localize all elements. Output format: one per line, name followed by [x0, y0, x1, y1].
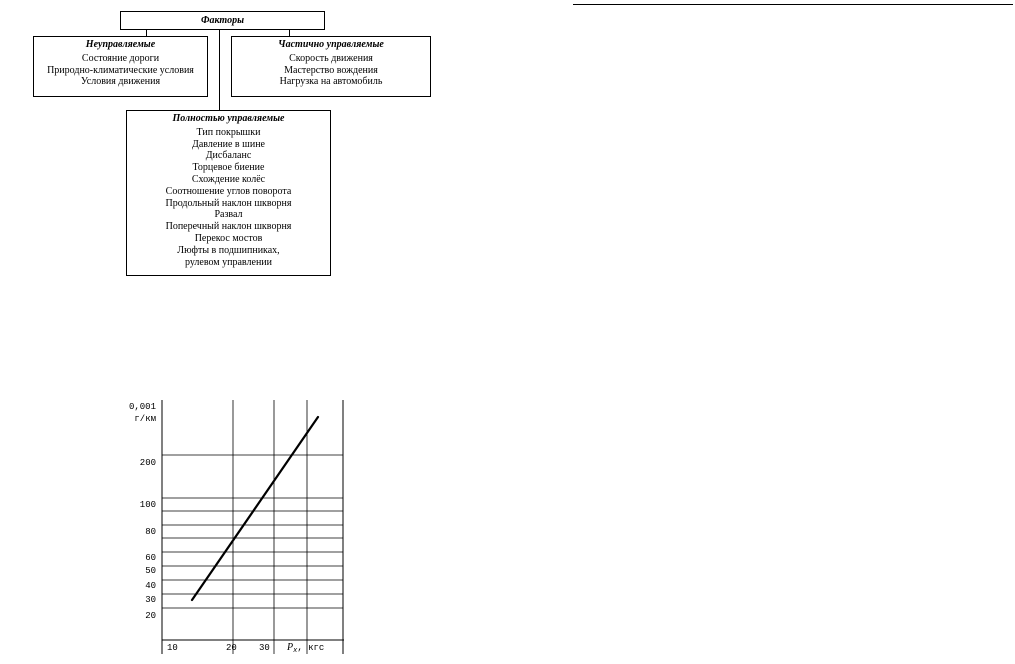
diagram-root-label: Факторы [200, 15, 245, 26]
partially-controlled-item: Скорость движения [289, 52, 373, 64]
fully-controlled-item: Люфты в подшипниках, [177, 244, 280, 256]
fully-controlled-item: рулевом управлении [184, 256, 272, 268]
fully-controlled-item: Развал [214, 209, 243, 221]
partially-controlled-title: Частично управляемые [278, 39, 384, 50]
y-tick-label: 100 [139, 500, 156, 510]
x-tick-label: 20 [226, 643, 237, 653]
connector-root-down [219, 30, 220, 111]
page-divider-line [573, 4, 1013, 5]
wear-chart [80, 392, 360, 664]
y-tick-label: 50 [145, 566, 156, 576]
fully-controlled-item: Перекос мостов [194, 232, 263, 244]
fully-controlled-item: Торцевое биение [192, 162, 265, 174]
fully-controlled-item: Поперечный наклон шкворня [165, 221, 292, 233]
partially-controlled-item: Нагрузка на автомобиль [279, 76, 383, 88]
y-tick-label: 40 [145, 581, 156, 591]
x-tick-label: 30 [259, 643, 270, 653]
x-axis-label [286, 642, 324, 655]
fully-controlled-factors-box [126, 110, 331, 276]
fully-controlled-item: Схождение колёс [191, 173, 266, 185]
x-axis-label-var: P [287, 642, 294, 653]
fully-controlled-item: Продольный наклон шкворня [165, 197, 292, 209]
diagram-root-box [120, 11, 325, 30]
y-tick-label: 200 [139, 458, 156, 468]
y-tick-label: 60 [145, 553, 156, 563]
y-axis-label-unit: г/км [134, 414, 156, 424]
fully-controlled-item: Тип покрышки [196, 126, 261, 138]
fully-controlled-item: Давление в шине [192, 138, 265, 150]
x-tick-label: 10 [167, 643, 178, 653]
vertical-grid [233, 400, 307, 654]
uncontrolled-item: Условия движения [80, 76, 161, 88]
partially-controlled-factors-box [231, 36, 431, 97]
fully-controlled-item: Соотношение углов поворота [165, 185, 292, 197]
x-axis-label-sub: x [293, 647, 298, 655]
partially-controlled-item: Мастерство вождения [284, 64, 378, 76]
fully-controlled-title: Полностью управляемые [172, 113, 285, 124]
horizontal-grid [162, 455, 343, 608]
fully-controlled-item: Дисбаланс [205, 150, 252, 162]
chart-frame [162, 400, 344, 654]
y-tick-label: 80 [145, 527, 156, 537]
series-line [192, 417, 318, 600]
y-tick-label: 20 [145, 611, 156, 621]
uncontrolled-title: Неуправляемые [85, 39, 156, 50]
y-tick-label: 30 [145, 595, 156, 605]
uncontrolled-item: Состояние дороги [81, 52, 160, 64]
uncontrolled-item: Природно-климатические условия [47, 64, 194, 76]
x-axis-label-unit: , кгс [297, 643, 325, 653]
y-axis-label-top: 0,001 [128, 402, 156, 412]
uncontrolled-factors-box [33, 36, 208, 97]
